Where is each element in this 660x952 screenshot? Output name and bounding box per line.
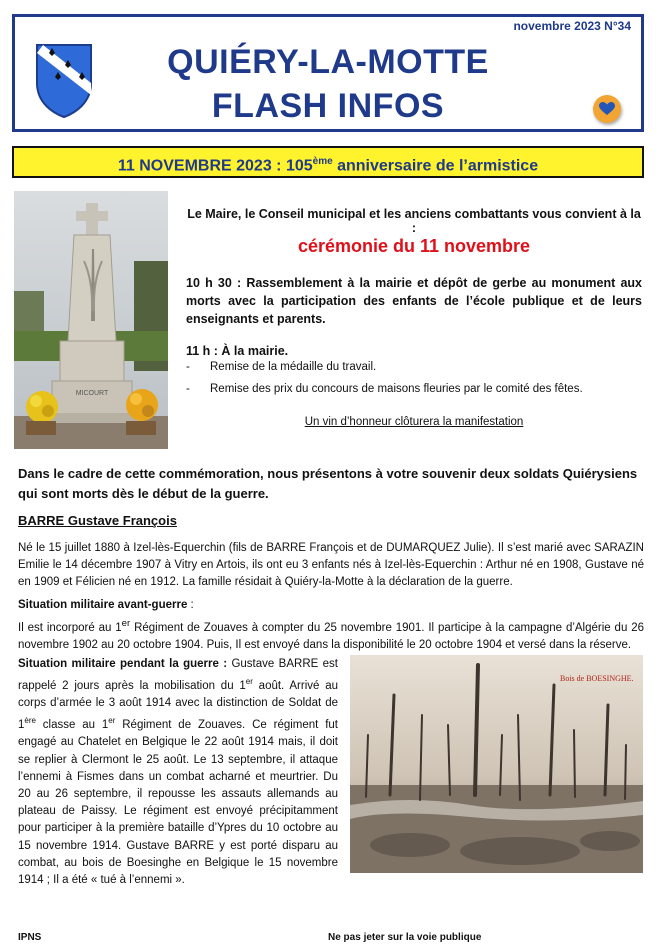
war-memorial-photo	[14, 191, 168, 449]
ceremony-title: cérémonie du 11 novembre	[297, 236, 531, 256]
issue-date: novembre 2023 N°34	[513, 19, 631, 33]
wartime-title: Situation militaire pendant la guerre :	[18, 658, 228, 670]
heart-icon	[599, 102, 615, 116]
soldier-name: BARRE Gustave François	[18, 513, 177, 528]
bullet-dash: -	[186, 383, 190, 395]
footer-ipns: IPNS	[18, 932, 42, 943]
bullet-text: Remise des prix du concours de maisons fleuries par le comité des fêtes.	[210, 383, 583, 395]
prewar-title: Situation militaire avant-guerre	[18, 599, 188, 611]
wartime-p2: août. Arrivé au corps d’armée le 3 août 1914 avec la distinction de Soldat de 1	[18, 680, 338, 732]
page-title-line1: QUIÉRY-LA-MOTTE	[167, 43, 489, 81]
prewar-text-b: Régiment de Zouaves à compter du 25 novembre 1901. Il participe à la campagne d’Algérie du 26 novembre 1902 au 20 octobre 1904. Puis, Il est envoyé dans la disponibilité le 20 octobre 1904 et versé dans la réserve.	[18, 621, 644, 651]
program-townhall: 11 h : À la mairie.	[186, 344, 289, 358]
wartime-text	[18, 656, 338, 889]
banner-sup: ème	[312, 156, 333, 167]
wartime-sup3: er	[108, 716, 116, 726]
invitation-intro: Le Maire, le Conseil municipal et les anciens combattants vous convient à la :	[187, 207, 641, 235]
bullet-dash: -	[186, 361, 190, 373]
banner-text-end: anniversaire de l’armistice	[332, 157, 539, 175]
prewar-sup: er	[121, 618, 131, 629]
prewar-text-a: Il est incorporé au 1	[18, 621, 122, 634]
wartime-p3: classe au 1	[35, 719, 109, 732]
banner-text-start: 11 NOVEMBRE 2023 : 105	[117, 157, 313, 175]
list-item	[186, 361, 642, 373]
list-item	[186, 383, 642, 395]
newsletter-header	[12, 14, 644, 132]
wartime-sup1: er	[245, 677, 253, 687]
prewar-text	[18, 615, 644, 654]
wartime-sup2: ère	[24, 716, 36, 726]
prewar-colon: :	[187, 599, 194, 611]
boesinghe-wood-photo	[350, 655, 643, 873]
program-bullets	[186, 361, 642, 405]
plaque-text: MICOURT	[75, 390, 109, 397]
heart-badge	[593, 95, 621, 123]
program-morning: 10 h 30 : Rassemblement à la mairie et dépôt de gerbe au monument aux morts avec la participation des enfants de l’école publique et de leurs enseignants et parents.	[186, 276, 642, 326]
page-title-line2: FLASH INFOS	[211, 87, 445, 125]
article-intro: Dans le cadre de cette commémoration, nous présentons à votre souvenir deux soldats Quiérysiens qui sont morts dès le début de la guerre.	[18, 466, 638, 501]
prewar-heading	[18, 599, 194, 611]
closing-note: Un vin d’honneur clôturera la manifestation	[304, 416, 524, 428]
wartime-p1: Gustave BARRE est rappelé 2 jours après la mobilisation du 1	[18, 658, 339, 693]
footer-notice: Ne pas jeter sur la voie publique	[328, 932, 482, 943]
armistice-banner	[12, 146, 644, 178]
photo-caption: Bois de BOESINGHE.	[560, 674, 634, 683]
wartime-p4: Régiment de Zouaves. Ce régiment fut engagé au Chatelet en Belgique le 22 août 1914 mais, il doit se replier à Clermont le 25 août. Le 13 septembre, il attaque l’ennemi à Fismes dans un combat acharné et meurtrier. Du 20 au 26 septembre, il repousse les assauts allemands au plateau de Paissy. Le régiment est envoyé précipitamment pour participer à la première bataille d’Ypres du 10 octobre au 15 novembre 1914. Gustave BARRE y est porté disparu au combat, au bois de Boesinghe en Belgique le 15 novembre 1914 ; Il a été « tué à l’ennemi ».	[18, 719, 338, 887]
bullet-text: Remise de la médaille du travail.	[210, 361, 377, 373]
soldier-biography: Né le 15 juillet 1880 à Izel-lès-Equerchin (fils de BARRE François et de DUMARQUEZ Julie). Il s’est marié avec SARAZIN Emilie le 14 décembre 1907 à Vitry en Artois, ils ont eu 3 enfants nés à Izel-lès-Equerchin : Arthur né en 1908, Gustave né en 1909 et Félicien né en 1912. La famille résidait à Quiéry-la-Motte à la déclaration de la guerre.	[18, 542, 644, 588]
